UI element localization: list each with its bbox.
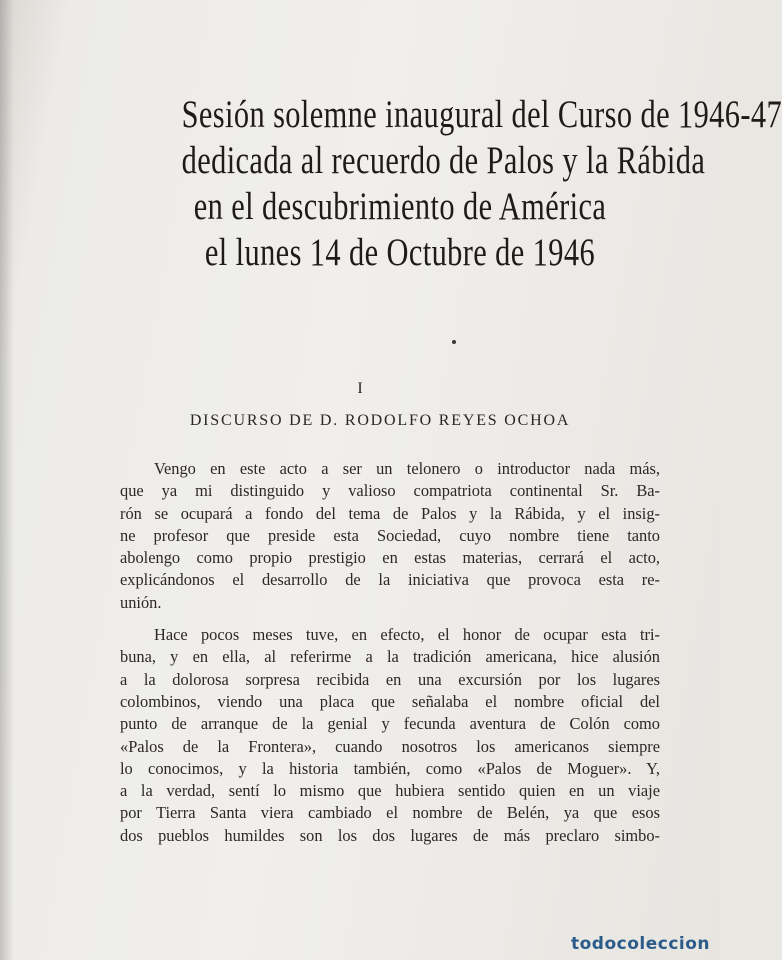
title-line: el lunes 14 de Octubre de 1946 [204,231,596,274]
text-line: a la verdad, sentí lo mismo que hubiera sentido quien en un viaje [120,781,660,801]
text-line: a la dolorosa sorpresa recibida en una excursión por los lugares [120,669,660,689]
watermark-logo: todocoleccion [570,934,710,954]
title-line: en el descubrimiento de América [193,185,607,228]
text-line: Vengo en este acto a ser un telonero o introductor nada más, [154,459,660,478]
text-line: abolengo como propio prestigio en estas materias, cerrará el acto, [120,548,660,568]
title-line: dedicada al recuerdo de Palos y la Rábida [181,139,706,182]
page-spine-shadow [0,0,14,960]
text-line: rón se ocupará a fondo del tema de Palos y la Rábida, y el insig- [120,503,660,523]
text-line: lo conocimos, y la historia también, como «Palos de Moguer». Y, [120,758,660,778]
text-line: dos pueblos humildes son los dos lugares de más preclaro simbo- [120,825,660,845]
text-line: que ya mi distinguido y valioso compatriota continental Sr. Ba- [120,481,660,501]
text-line: «Palos de la Frontera», cuando nosotros los americanos siempre [120,736,660,756]
text-line: por Tierra Santa viera cambiado el nombre de Belén, ya que esos [120,803,660,823]
title-line: Sesión solemne inaugural del Curso de 1946-47 [181,93,782,136]
text-line: ne profesor que preside esta Sociedad, cuyo nombre tiene tanto [120,525,660,545]
section-heading: DISCURSO DE D. RODOLFO REYES OCHOA [189,412,571,429]
paragraph-gap [120,614,660,624]
text-line: colombinos, viendo una placa que señalaba el nombre oficial del [120,691,660,711]
ornament-dot [452,340,456,344]
body-text [120,458,660,847]
document-title [181,92,782,276]
text-line: buna, y en ella, al referirme a la tradición americana, hice alusión [120,647,660,667]
text-line: punto de arranque de la genial y fecunda aventura de Colón como [120,714,660,734]
section-number: I [357,380,363,397]
text-line: explicándonos el desarrollo de la iniciativa que provoca esta re- [120,570,660,590]
text-line: Hace pocos meses tuve, en efecto, el honor de ocupar esta tri- [154,625,660,645]
text-line: unión. [120,592,162,612]
